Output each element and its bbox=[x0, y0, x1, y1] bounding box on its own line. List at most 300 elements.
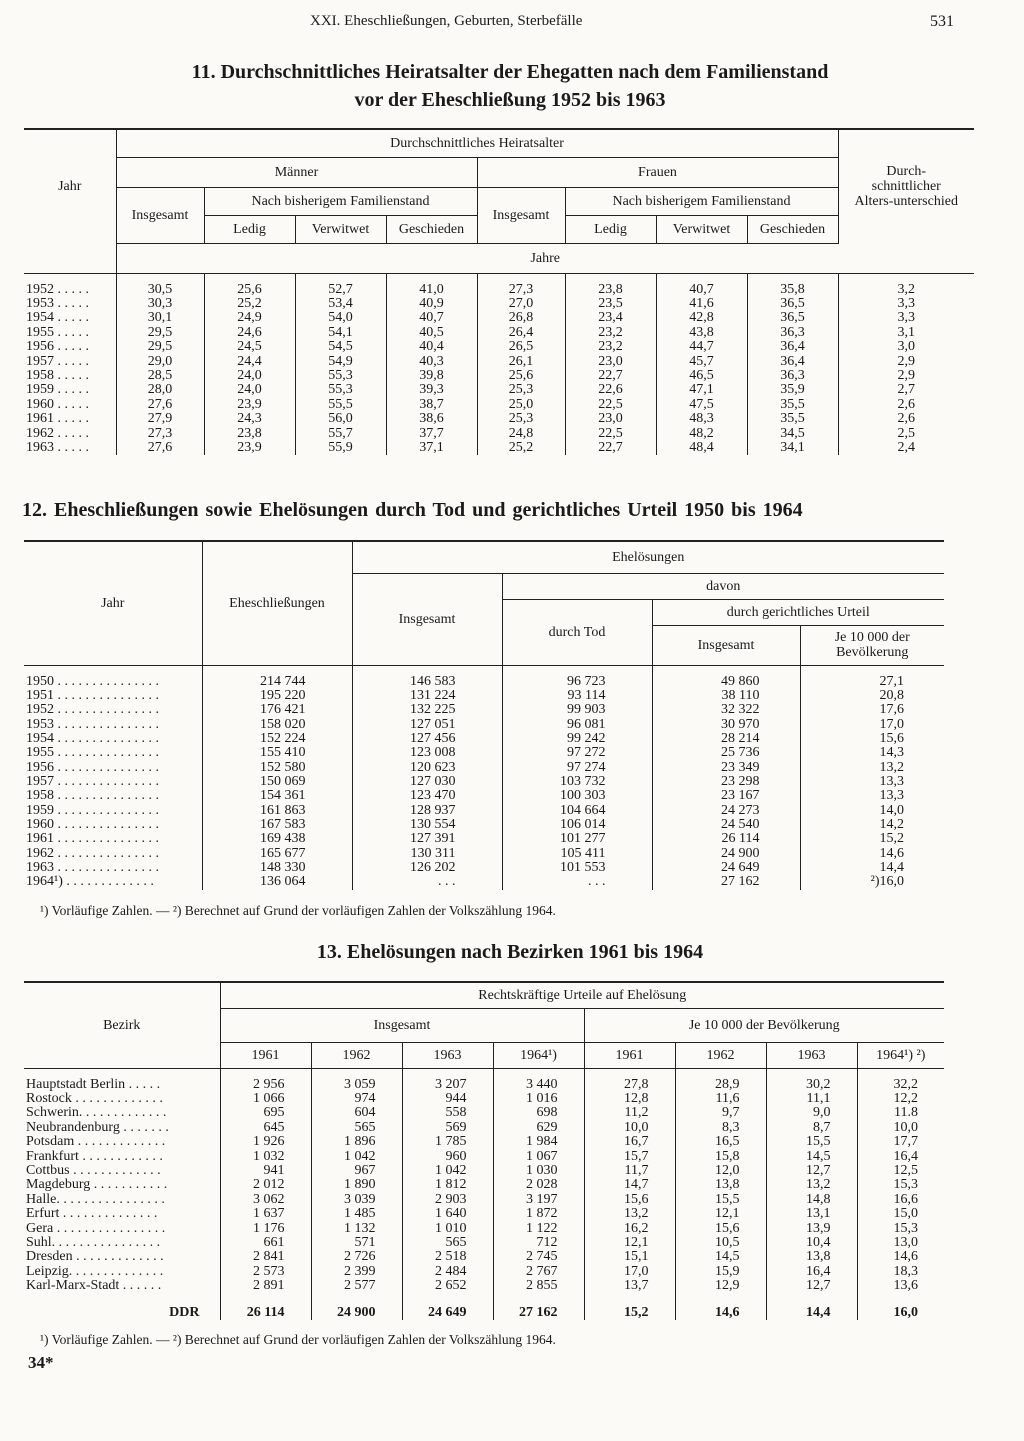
table-cell: 17,0 bbox=[800, 718, 944, 732]
total-label: DDR bbox=[169, 1304, 200, 1320]
row-label: Potsdam . . . . . . . . . . . . . bbox=[26, 1134, 166, 1150]
table-row bbox=[24, 273, 974, 297]
table-cell: 36,3 bbox=[747, 326, 838, 340]
table-cell: 132 225 bbox=[352, 703, 502, 717]
total-cell: 16,0 bbox=[857, 1294, 944, 1320]
table-cell: 24,0 bbox=[204, 369, 295, 383]
table-cell: 28 214 bbox=[652, 732, 800, 746]
table-cell: 11,1 bbox=[766, 1092, 857, 1106]
table-cell: 36,4 bbox=[747, 355, 838, 369]
table-cell: 30,2 bbox=[766, 1068, 857, 1092]
table-cell: 3 062 bbox=[220, 1193, 311, 1207]
table-cell: 3 197 bbox=[493, 1193, 584, 1207]
table-row bbox=[24, 789, 944, 803]
table-cell: 29,5 bbox=[116, 340, 204, 354]
table-cell: 10,4 bbox=[766, 1236, 857, 1250]
table-cell: 24 273 bbox=[652, 804, 800, 818]
table-cell: 10,0 bbox=[584, 1121, 675, 1135]
table11-title-line1: 11. Durchschnittliches Heiratsalter der Ehegatten nach dem Familienstand bbox=[191, 61, 829, 83]
table11-title bbox=[20, 58, 1000, 114]
table-cell: 30,3 bbox=[116, 297, 204, 311]
row-label: Dresden . . . . . . . . . . . . . bbox=[26, 1249, 164, 1265]
table-cell: . . . bbox=[502, 875, 652, 889]
table-cell: 14,5 bbox=[675, 1250, 766, 1264]
row-label: 1963 . . . . . bbox=[26, 439, 89, 455]
table-cell: 155 410 bbox=[202, 746, 352, 760]
row-label: Leipzig. . . . . . . . . . . . . . bbox=[26, 1263, 164, 1279]
t13-insgesamt: Insgesamt bbox=[220, 1008, 584, 1042]
table-cell: 14,6 bbox=[800, 847, 944, 861]
year-header: 1963 bbox=[402, 1042, 493, 1068]
table-cell: 126 202 bbox=[352, 861, 502, 875]
table-cell: 15,8 bbox=[675, 1150, 766, 1164]
table-cell: 47,5 bbox=[656, 398, 747, 412]
table-cell: 41,0 bbox=[386, 273, 477, 297]
table-13 bbox=[24, 981, 944, 1320]
table-cell: 49 860 bbox=[652, 665, 800, 689]
table-cell: 14,3 bbox=[800, 746, 944, 760]
table-cell: 15,3 bbox=[857, 1178, 944, 1192]
table-row bbox=[24, 1222, 944, 1236]
table-12 bbox=[24, 540, 944, 890]
table-cell: 25,3 bbox=[477, 383, 565, 397]
table-cell: 38,6 bbox=[386, 412, 477, 426]
table-cell: 11,2 bbox=[584, 1106, 675, 1120]
table12-title: 12. Eheschließungen sowie Ehelösungen durch Tod und gerichtliches Urteil 1950 bis 1964 bbox=[22, 499, 803, 521]
table-cell: 13,8 bbox=[675, 1178, 766, 1192]
table-cell: 12,1 bbox=[584, 1236, 675, 1250]
table-cell: 13,9 bbox=[766, 1222, 857, 1236]
table-cell: 15,9 bbox=[675, 1265, 766, 1279]
table-cell: 24,5 bbox=[204, 340, 295, 354]
table-cell: 55,3 bbox=[295, 383, 386, 397]
table-cell: 12,5 bbox=[857, 1164, 944, 1178]
table-cell: 11,6 bbox=[675, 1092, 766, 1106]
table-cell: 569 bbox=[402, 1121, 493, 1135]
row-label: 1964¹) . . . . . . . . . . . . . bbox=[26, 874, 154, 890]
year-header: 1962 bbox=[311, 1042, 402, 1068]
table-row bbox=[24, 297, 974, 311]
table-row bbox=[24, 1135, 944, 1149]
table-cell: 16,4 bbox=[857, 1150, 944, 1164]
table-cell: 23,8 bbox=[565, 273, 656, 297]
table-cell: 13,3 bbox=[800, 789, 944, 803]
table-cell: 99 903 bbox=[502, 703, 652, 717]
row-label: 1952 . . . . . bbox=[26, 281, 89, 297]
year-header: 1962 bbox=[675, 1042, 766, 1068]
table-cell: 16,5 bbox=[675, 1135, 766, 1149]
table-cell: 1 042 bbox=[402, 1164, 493, 1178]
table-cell: 2 484 bbox=[402, 1265, 493, 1279]
table-cell: 2 028 bbox=[493, 1178, 584, 1192]
table-cell: 2 399 bbox=[311, 1265, 402, 1279]
t11-f-verwitwet: Verwitwet bbox=[656, 215, 747, 243]
table-cell: 13,2 bbox=[584, 1207, 675, 1221]
table-cell: 18,3 bbox=[857, 1265, 944, 1279]
table-cell: 3,0 bbox=[838, 340, 974, 354]
t11-f-ledig: Ledig bbox=[565, 215, 656, 243]
table-cell: 35,8 bbox=[747, 273, 838, 297]
row-label: 1954 . . . . . bbox=[26, 310, 89, 326]
table-cell: 23,5 bbox=[565, 297, 656, 311]
row-label: Suhl. . . . . . . . . . . . . . . . bbox=[26, 1234, 161, 1250]
table-cell: 27,6 bbox=[116, 398, 204, 412]
t11-diff-header: Durch-schnittlicher Alters-unterschied bbox=[838, 129, 974, 243]
running-head bbox=[0, 13, 1024, 33]
table-cell: 25,3 bbox=[477, 412, 565, 426]
t11-m-ledig: Ledig bbox=[204, 215, 295, 243]
table-cell: 1 042 bbox=[311, 1150, 402, 1164]
table-cell: 1 812 bbox=[402, 1178, 493, 1192]
table-row bbox=[24, 340, 974, 354]
table-cell: 23 167 bbox=[652, 789, 800, 803]
table-cell: 571 bbox=[311, 1236, 402, 1250]
table-cell: 24,0 bbox=[204, 383, 295, 397]
table-cell: 30,1 bbox=[116, 311, 204, 325]
table-cell: 25,0 bbox=[477, 398, 565, 412]
row-label: 1957 . . . . . . . . . . . . . . . bbox=[26, 773, 159, 789]
table-cell: 3 039 bbox=[311, 1193, 402, 1207]
row-label: Frankfurt . . . . . . . . . . . . bbox=[26, 1148, 163, 1164]
table-row bbox=[24, 1265, 944, 1279]
table-cell: 24 540 bbox=[652, 818, 800, 832]
table-cell: 27 162 bbox=[652, 875, 800, 889]
table-cell: 2 573 bbox=[220, 1265, 311, 1279]
year-header: 1961 bbox=[584, 1042, 675, 1068]
table-cell: 150 069 bbox=[202, 775, 352, 789]
table-cell: 28,0 bbox=[116, 383, 204, 397]
row-label: 1960 . . . . . . . . . . . . . . . bbox=[26, 816, 159, 832]
table-cell: 2 745 bbox=[493, 1250, 584, 1264]
table-row bbox=[24, 1178, 944, 1192]
table-cell: 17,6 bbox=[800, 703, 944, 717]
row-label: 1961 . . . . . bbox=[26, 411, 89, 427]
table-row bbox=[24, 861, 944, 875]
table-cell: 128 937 bbox=[352, 804, 502, 818]
table-cell: 12,8 bbox=[584, 1092, 675, 1106]
table-cell: 15,0 bbox=[857, 1207, 944, 1221]
table-cell: 23,2 bbox=[565, 340, 656, 354]
table-cell: 36,5 bbox=[747, 297, 838, 311]
row-label: 1962 . . . . . bbox=[26, 425, 89, 441]
table-cell: 15,7 bbox=[584, 1150, 675, 1164]
table-cell: 24,9 bbox=[204, 311, 295, 325]
row-label: 1955 . . . . . . . . . . . . . . . bbox=[26, 745, 159, 761]
table-cell: 54,0 bbox=[295, 311, 386, 325]
row-label: Erfurt . . . . . . . . . . . . . . bbox=[26, 1206, 158, 1222]
table-cell: 2,4 bbox=[838, 441, 974, 455]
total-cell: 24 649 bbox=[402, 1294, 493, 1320]
row-label: 1953 . . . . . bbox=[26, 295, 89, 311]
table-cell: 27,9 bbox=[116, 412, 204, 426]
t12-ehelosungen: Ehelösungen bbox=[352, 541, 944, 573]
table-cell: 12,7 bbox=[766, 1279, 857, 1293]
table-cell: 96 081 bbox=[502, 718, 652, 732]
table-cell: 23,8 bbox=[204, 427, 295, 441]
table-cell: ²)16,0 bbox=[800, 875, 944, 889]
table-cell: 30 970 bbox=[652, 718, 800, 732]
table-cell: 40,3 bbox=[386, 355, 477, 369]
t13-je10000: Je 10 000 der Bevölkerung bbox=[584, 1008, 944, 1042]
table-cell: 13,2 bbox=[800, 761, 944, 775]
table-cell: 27,6 bbox=[116, 441, 204, 455]
t11-f-familienstand: Nach bisherigem Familienstand bbox=[565, 187, 838, 215]
table-cell: 120 623 bbox=[352, 761, 502, 775]
table-cell: 56,0 bbox=[295, 412, 386, 426]
table-cell: 130 311 bbox=[352, 847, 502, 861]
t12-urteil-insgesamt: Insgesamt bbox=[652, 625, 800, 665]
table-cell: 3 059 bbox=[311, 1068, 402, 1092]
table-cell: 16,4 bbox=[766, 1265, 857, 1279]
table-row bbox=[24, 1068, 944, 1092]
table-cell: 22,5 bbox=[565, 398, 656, 412]
t11-frauen: Frauen bbox=[477, 157, 838, 187]
table-cell: 25 736 bbox=[652, 746, 800, 760]
table-cell: 1 984 bbox=[493, 1135, 584, 1149]
table-cell: 34,5 bbox=[747, 427, 838, 441]
table-cell: 23 349 bbox=[652, 761, 800, 775]
row-label: Neubrandenburg . . . . . . . bbox=[26, 1119, 169, 1135]
table-cell: 20,8 bbox=[800, 689, 944, 703]
table-cell: 24 649 bbox=[652, 861, 800, 875]
table-cell: 23,9 bbox=[204, 398, 295, 412]
table-cell: 1 640 bbox=[402, 1207, 493, 1221]
table-cell: 14,5 bbox=[766, 1150, 857, 1164]
table-cell: 2 855 bbox=[493, 1279, 584, 1293]
t11-m-verwitwet: Verwitwet bbox=[295, 215, 386, 243]
table-row bbox=[24, 427, 974, 441]
table-cell: 17,7 bbox=[857, 1135, 944, 1149]
total-row bbox=[24, 1294, 944, 1320]
table-row bbox=[24, 355, 974, 369]
table-cell: 3,1 bbox=[838, 326, 974, 340]
table-cell: 629 bbox=[493, 1121, 584, 1135]
table-row bbox=[24, 746, 944, 760]
table-cell: 13,2 bbox=[766, 1178, 857, 1192]
table-cell: 26,8 bbox=[477, 311, 565, 325]
table-cell: 48,2 bbox=[656, 427, 747, 441]
table-cell: 1 896 bbox=[311, 1135, 402, 1149]
table-cell: 165 677 bbox=[202, 847, 352, 861]
table-row bbox=[24, 369, 974, 383]
table-cell: 10,0 bbox=[857, 1121, 944, 1135]
table-cell: 48,4 bbox=[656, 441, 747, 455]
table-cell: 13,6 bbox=[857, 1279, 944, 1293]
table-cell: 11.8 bbox=[857, 1106, 944, 1120]
table-cell: 127 030 bbox=[352, 775, 502, 789]
t11-f-insgesamt: Insgesamt bbox=[477, 187, 565, 243]
row-label: 1958 . . . . . . . . . . . . . . . bbox=[26, 788, 159, 804]
table-cell: 14,2 bbox=[800, 818, 944, 832]
table-cell: 13,0 bbox=[857, 1236, 944, 1250]
table-cell: 2 891 bbox=[220, 1279, 311, 1293]
table-cell: 136 064 bbox=[202, 875, 352, 889]
row-label: 1954 . . . . . . . . . . . . . . . bbox=[26, 730, 159, 746]
t13-col-bezirk: Bezirk bbox=[24, 982, 220, 1068]
table-row bbox=[24, 665, 944, 689]
total-cell: 14,6 bbox=[675, 1294, 766, 1320]
t12-insgesamt: Insgesamt bbox=[352, 573, 502, 665]
table-cell: 26,5 bbox=[477, 340, 565, 354]
table-cell: . . . bbox=[352, 875, 502, 889]
table-cell: 967 bbox=[311, 1164, 402, 1178]
table-cell: 15,2 bbox=[800, 832, 944, 846]
table-cell: 39,3 bbox=[386, 383, 477, 397]
table-cell: 15,6 bbox=[584, 1193, 675, 1207]
table-cell: 35,9 bbox=[747, 383, 838, 397]
table-cell: 131 224 bbox=[352, 689, 502, 703]
row-label: 1951 . . . . . . . . . . . . . . . bbox=[26, 687, 159, 703]
t12-durch-urteil: durch gerichtliches Urteil bbox=[652, 599, 944, 625]
row-label: 1962 . . . . . . . . . . . . . . . bbox=[26, 845, 159, 861]
row-label: 1958 . . . . . bbox=[26, 367, 89, 383]
table-cell: 14,7 bbox=[584, 1178, 675, 1192]
table-cell: 24,4 bbox=[204, 355, 295, 369]
table-cell: 13,8 bbox=[766, 1250, 857, 1264]
table-cell: 698 bbox=[493, 1106, 584, 1120]
table-cell: 53,4 bbox=[295, 297, 386, 311]
table-cell: 2 726 bbox=[311, 1250, 402, 1264]
table-cell: 24 900 bbox=[652, 847, 800, 861]
table-cell: 154 361 bbox=[202, 789, 352, 803]
table-cell: 16,7 bbox=[584, 1135, 675, 1149]
t13-body bbox=[24, 1068, 944, 1320]
table-cell: 23,9 bbox=[204, 441, 295, 455]
table-cell: 36,4 bbox=[747, 340, 838, 354]
table-cell: 3,3 bbox=[838, 311, 974, 325]
table-cell: 23 298 bbox=[652, 775, 800, 789]
table-cell: 3 440 bbox=[493, 1068, 584, 1092]
total-cell: 27 162 bbox=[493, 1294, 584, 1320]
t11-m-geschieden: Geschieden bbox=[386, 215, 477, 243]
table-row bbox=[24, 1092, 944, 1106]
table-cell: 23,4 bbox=[565, 311, 656, 325]
table-row bbox=[24, 412, 974, 426]
table-cell: 1 926 bbox=[220, 1135, 311, 1149]
table-cell: 40,9 bbox=[386, 297, 477, 311]
table-row bbox=[24, 832, 944, 846]
table-cell: 2 767 bbox=[493, 1265, 584, 1279]
table-cell: 3 207 bbox=[402, 1068, 493, 1092]
table-cell: 1 032 bbox=[220, 1150, 311, 1164]
table-cell: 96 723 bbox=[502, 665, 652, 689]
table-row bbox=[24, 1236, 944, 1250]
table-cell: 152 224 bbox=[202, 732, 352, 746]
table-cell: 15,6 bbox=[800, 732, 944, 746]
table-cell: 14,0 bbox=[800, 804, 944, 818]
table-cell: 152 580 bbox=[202, 761, 352, 775]
table-cell: 8,7 bbox=[766, 1121, 857, 1135]
table-cell: 28,9 bbox=[675, 1068, 766, 1092]
t11-body bbox=[24, 273, 974, 455]
table-cell: 23,0 bbox=[565, 412, 656, 426]
table-row bbox=[24, 383, 974, 397]
table-row bbox=[24, 775, 944, 789]
t12-col-jahr: Jahr bbox=[24, 541, 202, 665]
table-row bbox=[24, 1164, 944, 1178]
table-cell: 148 330 bbox=[202, 861, 352, 875]
table-cell: 25,6 bbox=[204, 273, 295, 297]
table-cell: 3,3 bbox=[838, 297, 974, 311]
table-cell: 99 242 bbox=[502, 732, 652, 746]
table13-title: 13. Ehelösungen nach Bezirken 1961 bis 1964 bbox=[316, 941, 704, 963]
table-cell: 27,3 bbox=[116, 427, 204, 441]
table-cell: 9,0 bbox=[766, 1106, 857, 1120]
table-cell: 1 872 bbox=[493, 1207, 584, 1221]
t12-body bbox=[24, 665, 944, 890]
table-cell: 25,2 bbox=[477, 441, 565, 455]
table-cell: 103 732 bbox=[502, 775, 652, 789]
table-cell: 10,5 bbox=[675, 1236, 766, 1250]
table-cell: 106 014 bbox=[502, 818, 652, 832]
table-cell: 32,2 bbox=[857, 1068, 944, 1092]
row-label: Schwerin. . . . . . . . . . . . . bbox=[26, 1105, 167, 1121]
table-cell: 1 485 bbox=[311, 1207, 402, 1221]
table-cell: 26,4 bbox=[477, 326, 565, 340]
table-cell: 1 016 bbox=[493, 1092, 584, 1106]
table-cell: 195 220 bbox=[202, 689, 352, 703]
table-row bbox=[24, 761, 944, 775]
table-cell: 27,3 bbox=[477, 273, 565, 297]
t11-maenner: Männer bbox=[116, 157, 477, 187]
table-cell: 1 637 bbox=[220, 1207, 311, 1221]
table-cell: 35,5 bbox=[747, 398, 838, 412]
table-cell: 13,3 bbox=[800, 775, 944, 789]
table-row bbox=[24, 1121, 944, 1135]
table-cell: 37,1 bbox=[386, 441, 477, 455]
table-cell: 54,5 bbox=[295, 340, 386, 354]
row-label: 1961 . . . . . . . . . . . . . . . bbox=[26, 831, 159, 847]
table-cell: 1 010 bbox=[402, 1222, 493, 1236]
table-cell: 40,4 bbox=[386, 340, 477, 354]
t11-m-insgesamt: Insgesamt bbox=[116, 187, 204, 243]
table-cell: 26,1 bbox=[477, 355, 565, 369]
year-header: 1963 bbox=[766, 1042, 857, 1068]
table-cell: 146 583 bbox=[352, 665, 502, 689]
table-cell: 2 841 bbox=[220, 1250, 311, 1264]
row-label: 1955 . . . . . bbox=[26, 324, 89, 340]
row-label: Hauptstadt Berlin . . . . . bbox=[26, 1076, 161, 1092]
t12-col-eheschl: Eheschließungen bbox=[202, 541, 352, 665]
row-label: 1960 . . . . . bbox=[26, 396, 89, 412]
table-cell: 1 122 bbox=[493, 1222, 584, 1236]
table-cell: 40,5 bbox=[386, 326, 477, 340]
table-cell: 30,5 bbox=[116, 273, 204, 297]
table-cell: 28,5 bbox=[116, 369, 204, 383]
table-cell: 695 bbox=[220, 1106, 311, 1120]
row-label: 1950 . . . . . . . . . . . . . . . bbox=[26, 673, 159, 689]
table-cell: 3,2 bbox=[838, 273, 974, 297]
table-cell: 2 012 bbox=[220, 1178, 311, 1192]
table-cell: 46,5 bbox=[656, 369, 747, 383]
row-label: 1963 . . . . . . . . . . . . . . . bbox=[26, 859, 159, 875]
table-cell: 32 322 bbox=[652, 703, 800, 717]
table-row bbox=[24, 689, 944, 703]
table-row bbox=[24, 1193, 944, 1207]
t12-davon: davon bbox=[502, 573, 944, 599]
table-cell: 130 554 bbox=[352, 818, 502, 832]
table-cell: 14,6 bbox=[857, 1250, 944, 1264]
year-header: 1964¹) ²) bbox=[857, 1042, 944, 1068]
table-cell: 127 456 bbox=[352, 732, 502, 746]
table-cell: 52,7 bbox=[295, 273, 386, 297]
table-cell: 15,6 bbox=[675, 1222, 766, 1236]
table-cell: 55,3 bbox=[295, 369, 386, 383]
table-cell: 565 bbox=[311, 1121, 402, 1135]
table-cell: 12,0 bbox=[675, 1164, 766, 1178]
table-cell: 974 bbox=[311, 1092, 402, 1106]
table11-title-line2: vor der Eheschließung 1952 bis 1963 bbox=[354, 89, 666, 111]
